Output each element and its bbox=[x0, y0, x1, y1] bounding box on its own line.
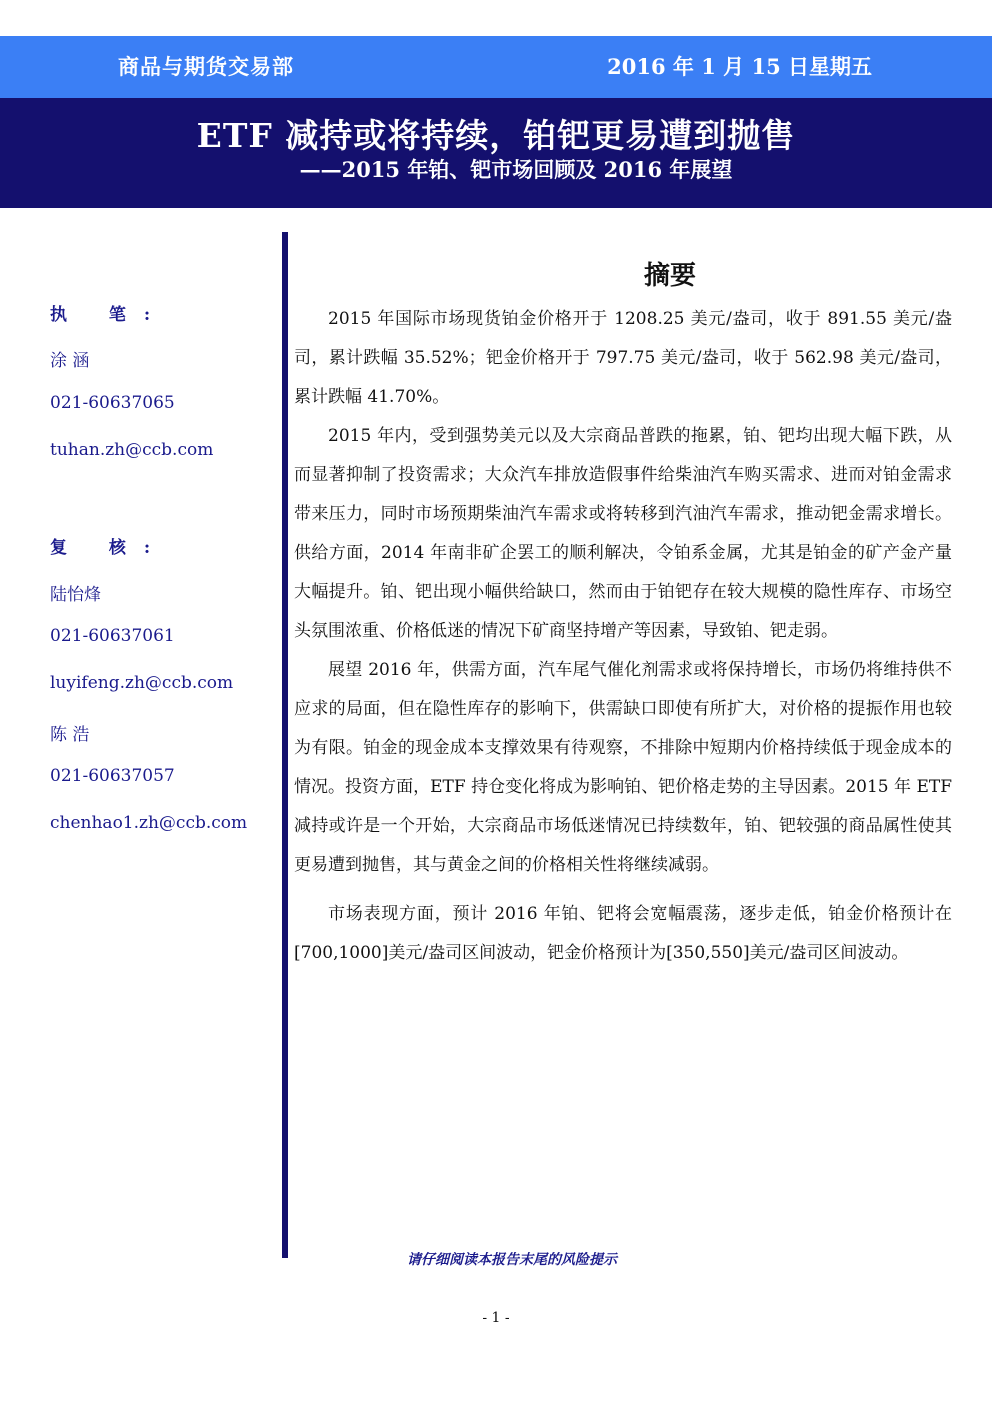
author-name: 涂 涵 bbox=[50, 351, 90, 371]
abstract-paragraph: 展望 2016 年，供需方面，汽车尾气催化剂需求或将保持增长，市场仍将维持供不应求的局面，但在隐性库存的影响下，供需缺口即使有所扩大，对价格的提振作用也较为有限。铂金的现金成本支撑效果有待观察，不排除中短期内价格持续低于现金成本的情况。投资方面，ETF 持仓变化将成为影响铂、钯价格走势的主导因素。2015 年 ETF 减持或许是一个开始，大宗商品市场低迷情况已持续数年，铂、钯较强的商品属性使其更易遭到抛售，其与黄金之间的价格相关性将继续减弱。 bbox=[294, 660, 952, 875]
reviewer-label: 复 核: bbox=[50, 538, 169, 558]
abstract-title-text: 摘要 bbox=[643, 261, 696, 291]
author-email: tuhan.zh@ccb.com bbox=[50, 440, 214, 460]
reviewer-name: 陆怡烽 bbox=[50, 585, 101, 605]
page-number: - 1 - bbox=[482, 1310, 510, 1326]
reviewer-name: 陈 浩 bbox=[50, 725, 90, 745]
risk-warning bbox=[0, 1249, 992, 1269]
abstract-heading bbox=[288, 255, 992, 292]
abstract-paragraph: 市场表现方面，预计 2016 年铂、钯将会宽幅震荡，逐步走低，铂金价格预计在[700,1000]美元/盎司区间波动，钯金价格预计为[350,550]美元/盎司区间波动。 bbox=[294, 904, 952, 963]
author-phone: 021-60637065 bbox=[50, 393, 175, 413]
risk-warning-text: 请仔细阅读本报告末尾的风险提示 bbox=[407, 1252, 617, 1268]
reviewer-email: luyifeng.zh@ccb.com bbox=[50, 673, 234, 693]
header-bar bbox=[0, 36, 992, 98]
report-subtitle: ——2015 年铂、钯市场回顾及 2016 年展望 bbox=[299, 157, 733, 182]
abstract-body bbox=[294, 300, 952, 973]
reviewer-phone: 021-60637061 bbox=[50, 626, 175, 646]
reviewer-phone: 021-60637057 bbox=[50, 766, 175, 786]
abstract-paragraph: 2015 年内，受到强势美元以及大宗商品普跌的拖累，铂、钯均出现大幅下跌，从而显著抑制了投资需求；大众汽车排放造假事件给柴油汽车购买需求、进而对铂金需求带来压力，同时市场预期柴油汽车需求或将转移到汽油汽车需求，推动钯金需求增长。供给方面，2014 年南非矿企罢工的顺利解决，令铂系金属，尤其是铂金的矿产金产量大幅提升。铂、钯出现小幅供给缺口，然而由于铂钯存在较大规模的隐性库存、市场空头氛围浓重、价格低迷的情况下矿商坚持增产等因素，导致铂、钯走弱。 bbox=[294, 426, 952, 641]
title-banner bbox=[0, 98, 992, 208]
vertical-divider bbox=[282, 232, 288, 1258]
report-date: 2016 年 1 月 15 日星期五 bbox=[607, 54, 872, 79]
abstract-paragraph: 2015 年国际市场现货铂金价格开于 1208.25 美元/盎司，收于 891.55 美元/盎司，累计跌幅 35.52%；钯金价格开于 797.75 美元/盎司，收于 562.98 美元/盎司，累计跌幅 41.70%。 bbox=[294, 309, 952, 407]
department-name: 商品与期货交易部 bbox=[118, 54, 294, 79]
reviewer-email: chenhao1.zh@ccb.com bbox=[50, 813, 248, 833]
author-label: 执 笔: bbox=[50, 305, 169, 325]
report-title: ETF 减持或将持续，铂钯更易遭到抛售 bbox=[196, 116, 796, 155]
